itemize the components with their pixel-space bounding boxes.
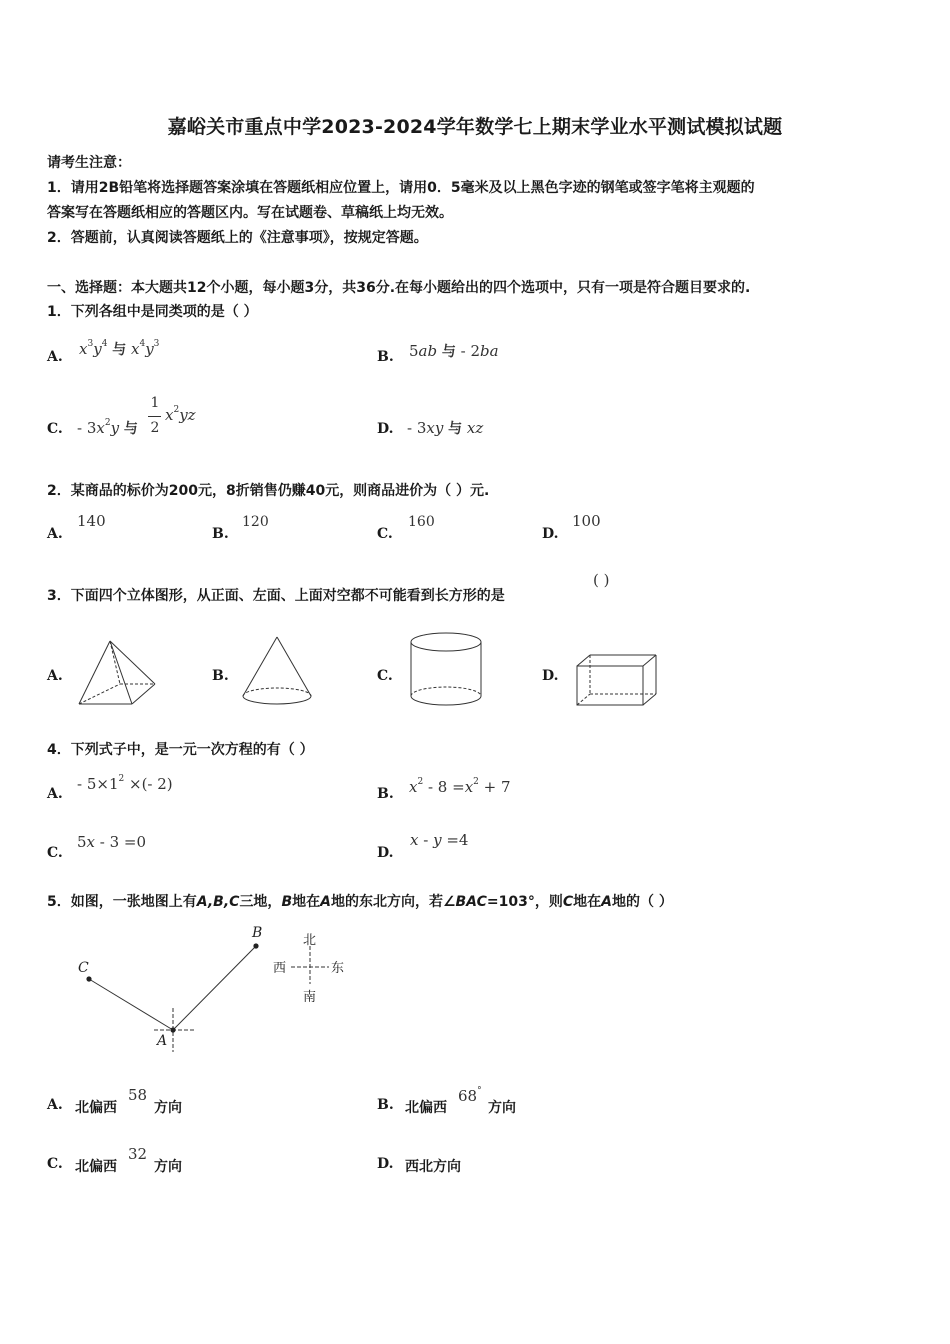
q5-option-c-post: 方向 bbox=[154, 1159, 182, 1175]
label-b: B bbox=[252, 925, 263, 941]
cylinder-figure bbox=[407, 630, 485, 710]
q5-option-a-label[interactable]: A. bbox=[47, 1097, 63, 1113]
q3-stem: 3．下面四个立体图形，从正面、左面、上面对空都不可能看到长方形的是 bbox=[47, 588, 505, 604]
q2-option-b-label[interactable]: B. bbox=[212, 526, 229, 542]
q2-option-c-value: 160 bbox=[408, 514, 435, 530]
q5-option-b-post: 方向 bbox=[488, 1100, 516, 1116]
pyramid-edge-left bbox=[79, 641, 110, 704]
q4-stem: 4．下列式子中，是一元一次方程的有（ ） bbox=[47, 742, 314, 758]
pyramid-edge-back bbox=[110, 641, 120, 684]
q2-option-c-label[interactable]: C. bbox=[377, 526, 393, 542]
compass-east: 东 bbox=[331, 961, 345, 976]
q5-option-b-label[interactable]: B. bbox=[377, 1097, 394, 1113]
notice-line-1b: 答案写在答题纸相应的答题区内。写在试题卷、草稿纸上均无效。 bbox=[47, 205, 453, 221]
pyramid-figure bbox=[76, 636, 158, 708]
q5-option-c-value: 32 bbox=[128, 1145, 148, 1163]
q2-option-d-value: 100 bbox=[572, 512, 601, 530]
q1-option-d-label[interactable]: D. bbox=[377, 421, 394, 437]
q2-option-b-value: 120 bbox=[242, 514, 269, 530]
section-heading: 一、选择题：本大题共12个小题，每小题3分，共36分.在每小题给出的四个选项中，只有一项是符合题目要求的. bbox=[47, 280, 751, 296]
point-c bbox=[86, 976, 91, 981]
q4-option-b-expr: $x^2 - 8 =x^2 + 7$ bbox=[409, 777, 511, 796]
q2-stem: 2．某商品的标价为200元，8折销售仍赚40元，则商品进价为（ ）元. bbox=[47, 483, 490, 499]
map-diagram bbox=[70, 920, 355, 1055]
q1-option-a-expr: $x^3y^4$ 与 $x^4y^3$ bbox=[79, 339, 160, 358]
notice-heading: 请考生注意： bbox=[47, 155, 131, 171]
point-b bbox=[253, 943, 258, 948]
q5-stem: 5．如图，一张地图上有A,B,C三地，B地在A地的东北方向，若∠BAC=103°，则C地在A地的（ ） bbox=[47, 894, 673, 910]
compass-west: 西 bbox=[273, 961, 287, 976]
q3-option-c-label[interactable]: C. bbox=[377, 668, 393, 684]
cuboid-figure bbox=[574, 652, 660, 708]
cuboid-front-face bbox=[577, 666, 643, 705]
compass-south: 南 bbox=[303, 990, 317, 1005]
q3-option-b-label[interactable]: B. bbox=[212, 668, 229, 684]
page-title: 嘉峪关市重点中学2023-2024学年数学七上期末学业水平测试模拟试题 bbox=[167, 116, 783, 138]
q1-option-c-expr-left: - $3x^2y$ 与 bbox=[77, 418, 138, 437]
q1-option-b-expr: 5ab 与 - 2ba bbox=[409, 342, 499, 360]
compass-north: 北 bbox=[303, 933, 317, 948]
q5-option-a-value: 58 bbox=[128, 1086, 148, 1104]
cuboid-top-left-edge bbox=[577, 655, 590, 666]
q3-option-a-label[interactable]: A. bbox=[47, 668, 63, 684]
q1-option-d-expr: - 3xy 与 xz bbox=[407, 419, 484, 437]
q1-option-c-label[interactable]: C. bbox=[47, 421, 63, 437]
q1-option-c-fraction-bar bbox=[148, 416, 161, 417]
q1-option-c-expr-right: $x^2yz$ bbox=[165, 405, 196, 424]
q4-option-c-expr: 5x - 3 =0 bbox=[77, 833, 147, 851]
cone-base-back bbox=[243, 688, 311, 696]
cuboid-top-right-edge bbox=[643, 655, 656, 666]
q1-option-b-label[interactable]: B. bbox=[377, 349, 394, 365]
q5-option-b-value: 68° bbox=[458, 1086, 482, 1105]
cylinder-bottom-back bbox=[411, 687, 481, 696]
q5-option-d-text: 西北方向 bbox=[405, 1159, 461, 1175]
point-a bbox=[170, 1027, 175, 1032]
notice-line-1a: 1．请用2B铅笔将选择题答案涂填在答题纸相应位置上，请用0．5毫米及以上黑色字迹的钢笔或签字笔将主观题的 bbox=[47, 180, 755, 196]
q1-option-c-fraction-denominator: 2 bbox=[150, 420, 160, 436]
q4-option-c-label[interactable]: C. bbox=[47, 845, 63, 861]
q1-option-a-label[interactable]: A. bbox=[47, 349, 63, 365]
q2-option-a-label[interactable]: A. bbox=[47, 526, 63, 542]
pyramid-base-left bbox=[79, 684, 120, 704]
q1-stem: 1．下列各组中是同类项的是（ ） bbox=[47, 304, 258, 320]
q2-option-d-label[interactable]: D. bbox=[542, 526, 559, 542]
segment-ac bbox=[89, 979, 173, 1030]
q5-option-d-label[interactable]: D. bbox=[377, 1156, 394, 1172]
label-c: C bbox=[78, 960, 89, 976]
pyramid-edge-right bbox=[110, 641, 155, 684]
q3-answer-parens: ( ) bbox=[593, 571, 610, 589]
cylinder-top bbox=[411, 633, 481, 651]
pyramid-edge-front bbox=[110, 641, 132, 704]
q4-option-d-label[interactable]: D. bbox=[377, 845, 394, 861]
q3-option-d-label[interactable]: D. bbox=[542, 668, 559, 684]
cuboid-hidden-corner bbox=[577, 694, 590, 705]
q5-option-a-pre: 北偏西 bbox=[75, 1100, 117, 1116]
q2-option-a-value: 140 bbox=[77, 512, 106, 530]
cone-side-left bbox=[243, 637, 277, 696]
cone-base-front bbox=[243, 696, 311, 704]
notice-line-2: 2．答题前，认真阅读答题纸上的《注意事项》，按规定答题。 bbox=[47, 230, 428, 246]
cuboid-bottom-right-edge bbox=[643, 694, 656, 705]
q5-option-b-pre: 北偏西 bbox=[405, 1100, 447, 1116]
q4-option-a-label[interactable]: A. bbox=[47, 786, 63, 802]
label-a: A bbox=[157, 1033, 168, 1049]
pyramid-base-right bbox=[132, 684, 155, 704]
cone-side-right bbox=[277, 637, 311, 696]
cylinder-bottom-front bbox=[411, 696, 481, 705]
q4-option-a-expr: - $5\times 1^2$ ×(- 2) bbox=[77, 774, 173, 793]
q4-option-b-label[interactable]: B. bbox=[377, 786, 394, 802]
q5-option-c-label[interactable]: C. bbox=[47, 1156, 63, 1172]
cone-figure bbox=[240, 634, 314, 708]
segment-ab bbox=[173, 946, 256, 1030]
q5-option-c-pre: 北偏西 bbox=[75, 1159, 117, 1175]
q5-option-a-post: 方向 bbox=[154, 1100, 182, 1116]
q4-option-d-expr: x - y =4 bbox=[410, 831, 469, 849]
q1-option-c-fraction-numerator: 1 bbox=[150, 395, 160, 411]
